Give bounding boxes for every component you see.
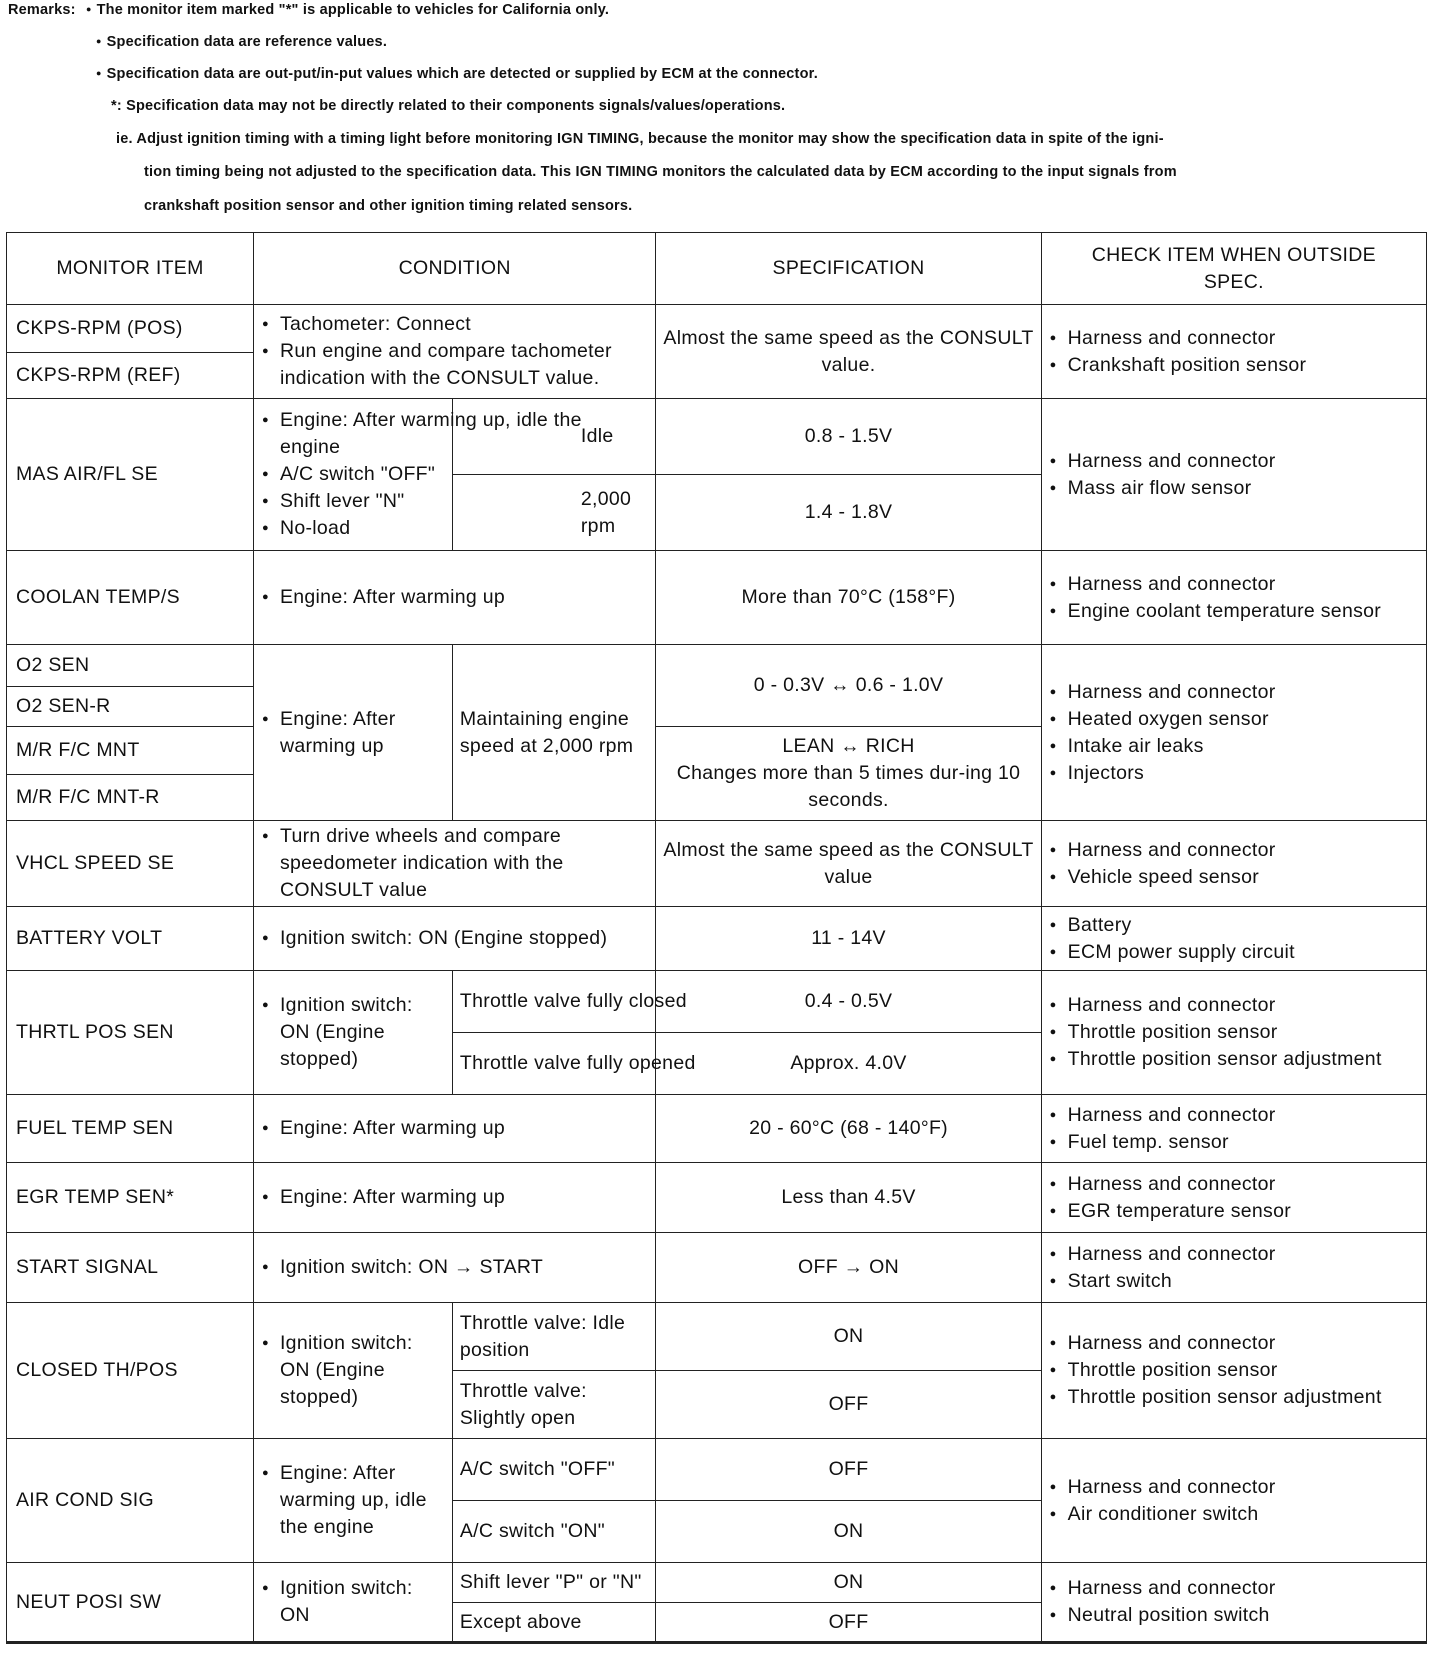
check-item: ● Harness and connector ● Neutral position switch <box>1041 1563 1426 1643</box>
monitor-item: NEUT POSI SW <box>7 1563 254 1643</box>
header-specification: SPECIFICATION <box>656 233 1041 305</box>
check-item: ● Harness and connector ● Mass air flow sensor <box>1041 399 1426 551</box>
condition: ● Ignition switch: ON <box>253 1563 452 1643</box>
specification: ON <box>656 1563 1041 1603</box>
sub-condition: Maintaining engine speed at 2,000 rpm <box>452 645 656 821</box>
monitor-item: O2 SEN <box>7 645 254 687</box>
specification: More than 70°C (158°F) <box>656 551 1041 645</box>
check-item: ● Harness and connector ● Throttle position sensor ● Throttle position sensor adjustment <box>1041 971 1426 1095</box>
monitor-item: CLOSED TH/POS <box>7 1303 254 1439</box>
specification: OFF <box>656 1371 1041 1439</box>
specification: Approx. 4.0V <box>656 1033 1041 1095</box>
sub-condition: A/C switch "OFF" <box>452 1439 656 1501</box>
check-item: ● Harness and connector ● Vehicle speed sensor <box>1041 821 1426 907</box>
specification: 11 - 14V <box>656 907 1041 971</box>
monitor-item: COOLAN TEMP/S <box>7 551 254 645</box>
specification: 0.4 - 0.5V <box>656 971 1041 1033</box>
remark-item: ● Specification data are reference values. <box>96 34 387 50</box>
condition: ● Engine: After warming up <box>253 645 452 821</box>
monitor-item: CKPS-RPM (POS) <box>7 305 254 353</box>
remark-note-star: *: Specification data may not be directly related to their components signals/values/operations. <box>111 98 786 114</box>
sub-condition: Throttle valve fully opened <box>452 1033 656 1095</box>
specification: 1.4 - 1.8V <box>656 475 1041 551</box>
monitor-item: BATTERY VOLT <box>7 907 254 971</box>
condition: ● Engine: After warming up <box>253 1095 655 1163</box>
sub-condition: Throttle valve: Idle position <box>452 1303 656 1371</box>
check-item: ● Harness and connector ● EGR temperature sensor <box>1041 1163 1426 1233</box>
remark-item: ● The monitor item marked "*" is applicable to vehicles for California only. <box>86 2 609 18</box>
sub-condition: Shift lever "P" or "N" <box>452 1563 656 1603</box>
condition: ● Turn drive wheels and compare speedometer indication with the CONSULT value <box>253 821 655 907</box>
condition: ● Engine: After warming up, idle the engine ● A/C switch "OFF" ● Shift lever "N" ● No-load <box>253 399 452 551</box>
specification: Less than 4.5V <box>656 1163 1041 1233</box>
condition: ● Engine: After warming up <box>253 551 655 645</box>
sub-condition: A/C switch "ON" <box>452 1501 656 1563</box>
check-item: ● Harness and connector ● Engine coolant temperature sensor <box>1041 551 1426 645</box>
specification: 20 - 60°C (68 - 140°F) <box>656 1095 1041 1163</box>
monitor-spec-table <box>6 232 1427 1644</box>
remark-note-ie: tion timing being not adjusted to the specification data. This IGN TIMING monitors the calculated data by ECM according to the input signals from <box>144 164 1177 180</box>
sub-condition: Throttle valve: Slightly open <box>452 1371 656 1439</box>
check-item: ● Harness and connector ● Start switch <box>1041 1233 1426 1303</box>
sub-condition: Except above <box>452 1603 656 1643</box>
monitor-item: MAS AIR/FL SE <box>7 399 254 551</box>
specification: OFF → ON <box>656 1233 1041 1303</box>
specification: ON <box>656 1303 1041 1371</box>
monitor-item: AIR COND SIG <box>7 1439 254 1563</box>
specification: OFF <box>656 1603 1041 1643</box>
specification: OFF <box>656 1439 1041 1501</box>
remark-note-ie: crankshaft position sensor and other ignition timing related sensors. <box>144 198 633 214</box>
monitor-item: EGR TEMP SEN* <box>7 1163 254 1233</box>
header-condition: CONDITION <box>253 233 655 305</box>
specification: Almost the same speed as the CONSULT value <box>656 821 1041 907</box>
specification: Almost the same speed as the CONSULT value. <box>656 305 1041 399</box>
sub-condition: Idle <box>452 399 656 475</box>
check-item: ● Harness and connector ● Crankshaft position sensor <box>1041 305 1426 399</box>
check-item: ● Harness and connector ● Heated oxygen sensor ● Intake air leaks ● Injectors <box>1041 645 1426 821</box>
check-item: ● Harness and connector ● Throttle position sensor ● Throttle position sensor adjustment <box>1041 1303 1426 1439</box>
condition: ● Ignition switch: ON (Engine stopped) <box>253 907 655 971</box>
specification: 0 - 0.3V ↔ 0.6 - 1.0V <box>656 645 1041 727</box>
remark-note-ie: ie. Adjust ignition timing with a timing light before monitoring IGN TIMING, because the monitor may show the specification data in spite of the igni- <box>116 131 1164 147</box>
remark-item: ● Specification data are out-put/in-put values which are detected or supplied by ECM at the connector. <box>96 66 818 82</box>
check-item: ● Harness and connector ● Fuel temp. sensor <box>1041 1095 1426 1163</box>
specification: LEAN ↔ RICH Changes more than 5 times dur-ing 10 seconds. <box>656 727 1041 821</box>
monitor-item: THRTL POS SEN <box>7 971 254 1095</box>
monitor-item: VHCL SPEED SE <box>7 821 254 907</box>
monitor-item: M/R F/C MNT-R <box>7 775 254 821</box>
check-item: ● Harness and connector ● Air conditioner switch <box>1041 1439 1426 1563</box>
condition: ● Engine: After warming up <box>253 1163 655 1233</box>
monitor-item: O2 SEN-R <box>7 687 254 727</box>
monitor-item: CKPS-RPM (REF) <box>7 353 254 399</box>
condition: ● Ignition switch: ON (Engine stopped) <box>253 1303 452 1439</box>
monitor-item: FUEL TEMP SEN <box>7 1095 254 1163</box>
condition: ● Tachometer: Connect ● Run engine and compare tachometer indication with the CONSULT value. <box>253 305 655 399</box>
monitor-item: M/R F/C MNT <box>7 727 254 775</box>
specification: ON <box>656 1501 1041 1563</box>
monitor-item: START SIGNAL <box>7 1233 254 1303</box>
header-monitor-item: MONITOR ITEM <box>7 233 254 305</box>
check-item: ● Battery ● ECM power supply circuit <box>1041 907 1426 971</box>
condition: ● Ignition switch: ON (Engine stopped) <box>253 971 452 1095</box>
sub-condition: Throttle valve fully closed <box>452 971 656 1033</box>
remarks-label: Remarks: <box>8 2 76 18</box>
header-check-item: CHECK ITEM WHEN OUTSIDE SPEC. <box>1041 233 1426 305</box>
condition: ● Engine: After warming up, idle the engine <box>253 1439 452 1563</box>
sub-condition: 2,000 rpm <box>452 475 656 551</box>
condition: ● Ignition switch: ON → START <box>253 1233 655 1303</box>
specification: 0.8 - 1.5V <box>656 399 1041 475</box>
